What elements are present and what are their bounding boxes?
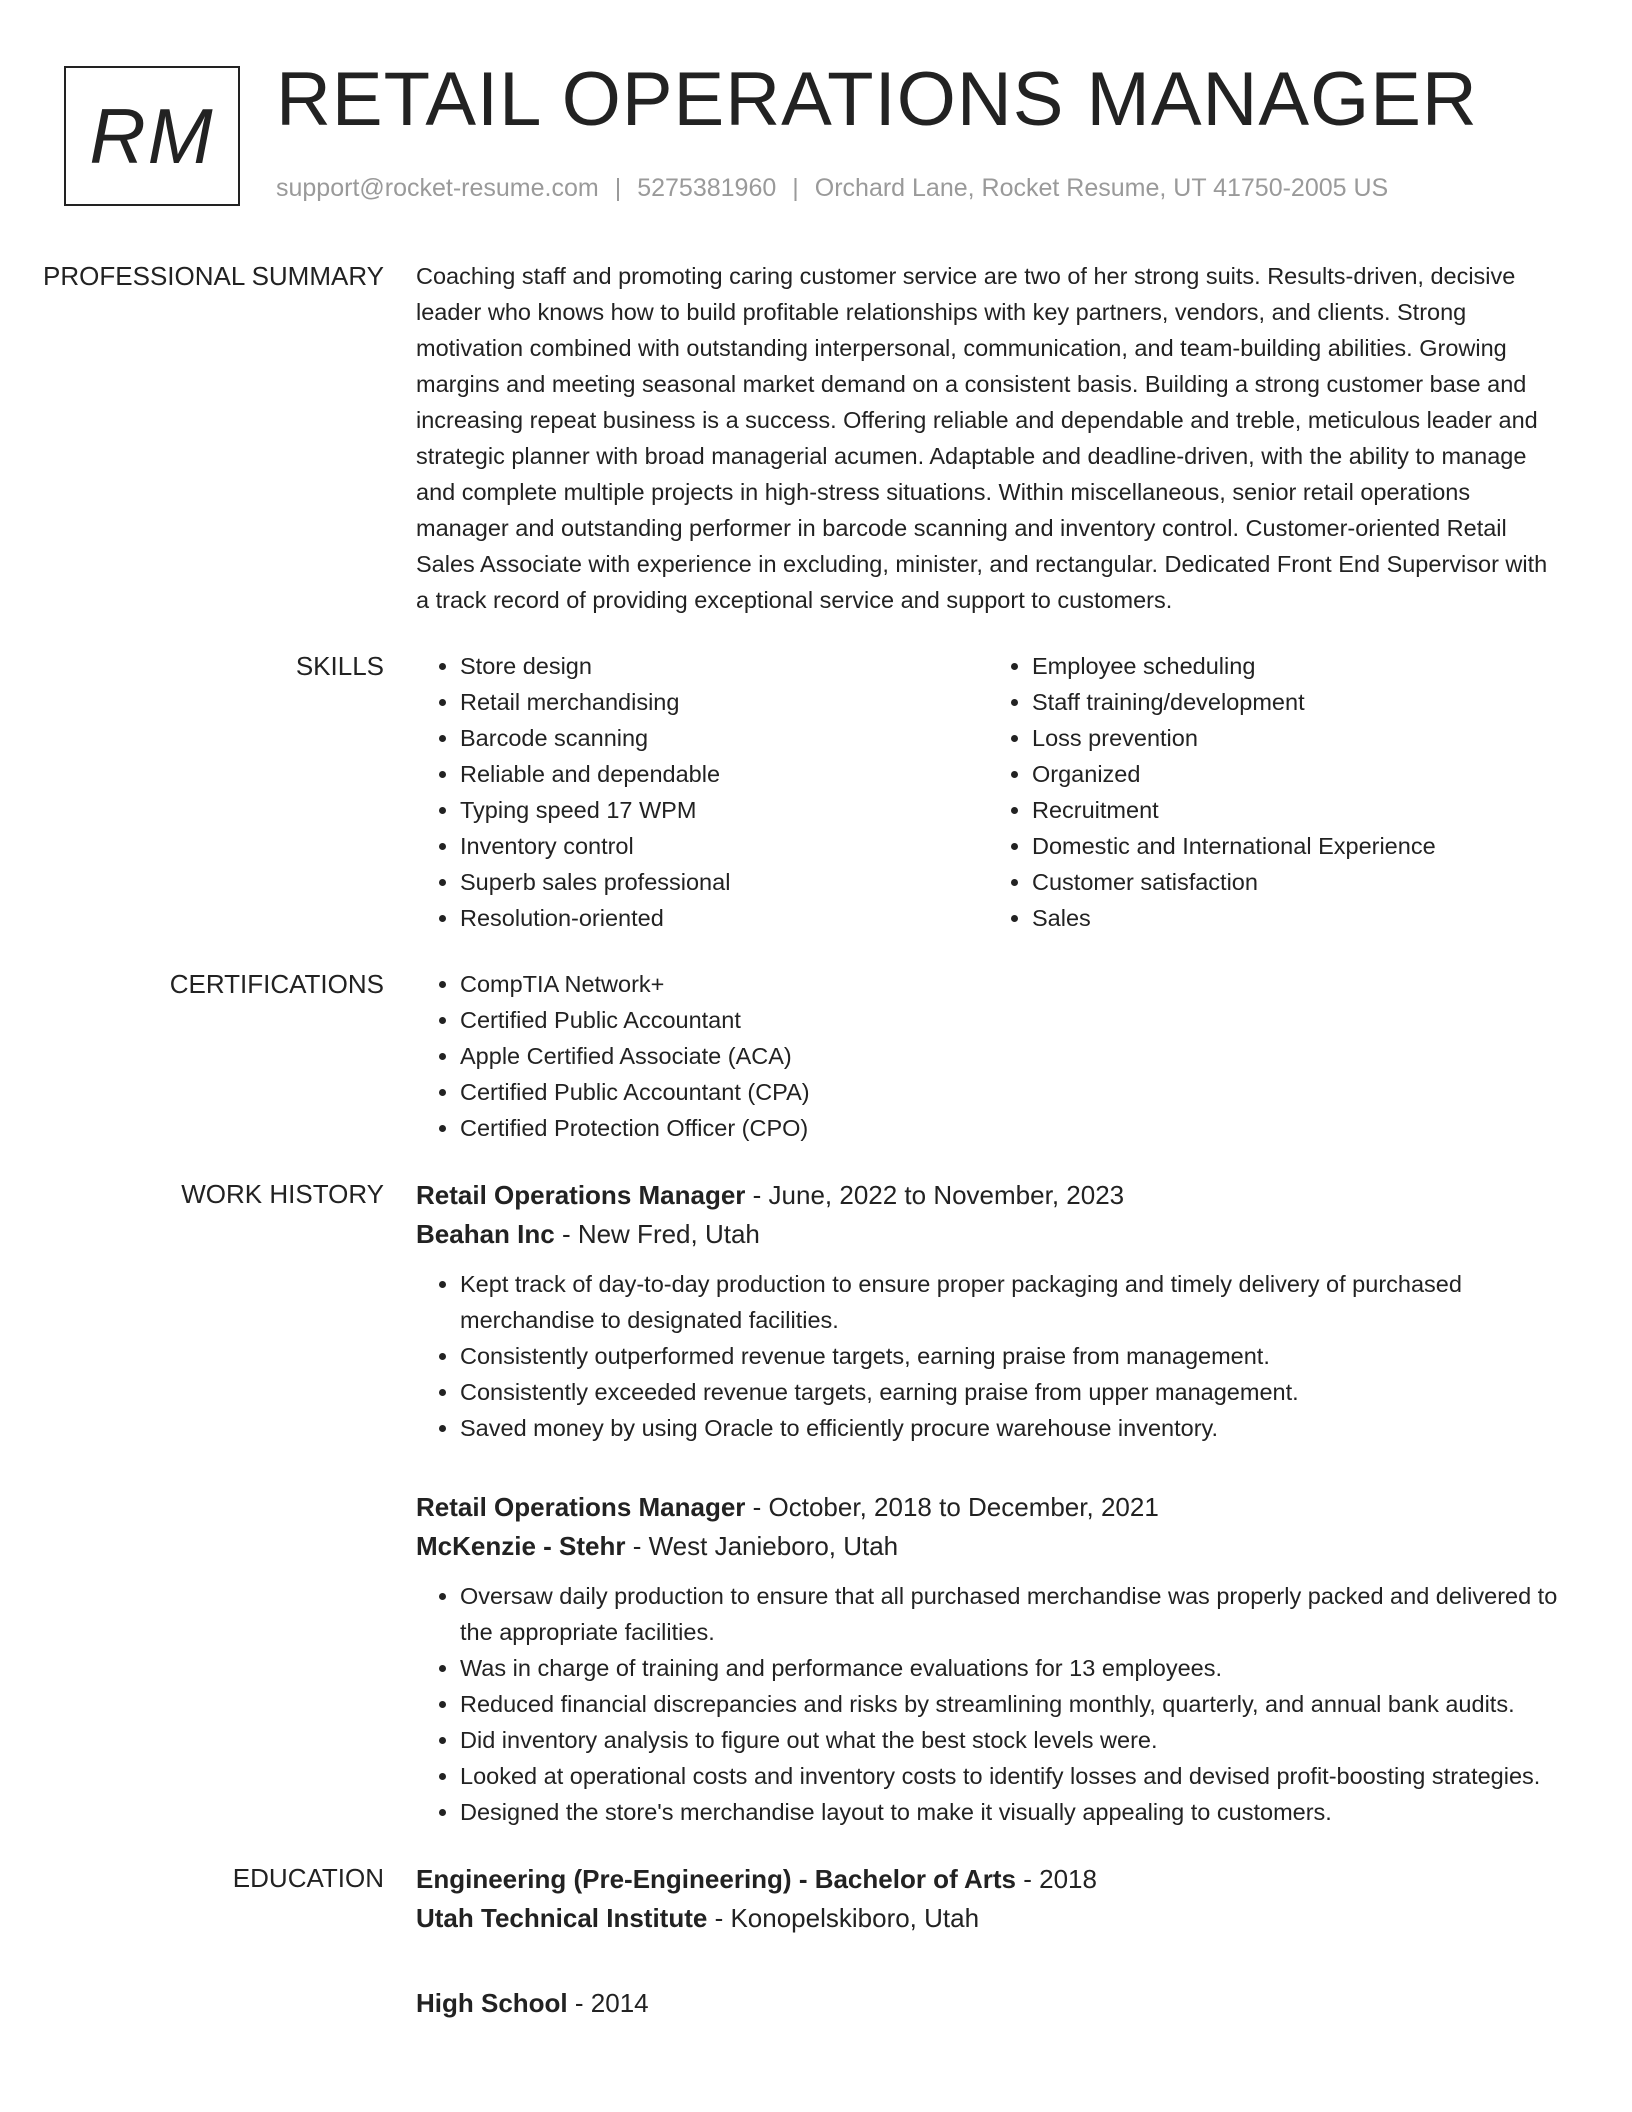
certification-item: • Certified Protection Officer (CPO)	[460, 1110, 1560, 1146]
section-label: EDUCATION	[232, 1863, 384, 1893]
job-bullet: • Looked at operational costs and inventory costs to identify losses and devised profit-boosting strategies.	[460, 1758, 1560, 1794]
section-label: WORK HISTORY	[181, 1179, 384, 1209]
job-entry	[416, 1176, 1560, 1446]
skill-item: • Resolution-oriented	[460, 900, 988, 936]
job-bullet: • Kept track of day-to-day production to ensure proper packaging and timely delivery of purchased merchandise to designated facilities.	[460, 1266, 1560, 1338]
job-company: McKenzie - Stehr	[416, 1531, 626, 1561]
education-location: - Konopelskiboro, Utah	[707, 1903, 980, 1933]
skills-list-right	[988, 648, 1560, 936]
section-summary	[0, 258, 1632, 618]
education-school-line	[416, 1898, 1560, 1938]
job-bullet: • Did inventory analysis to figure out what the best stock levels were.	[460, 1722, 1560, 1758]
contact-separator: |	[614, 174, 622, 202]
certification-item: • Certified Public Accountant (CPA)	[460, 1074, 1560, 1110]
skill-item: • Reliable and dependable	[460, 756, 988, 792]
job-bullet: • Designed the store's merchandise layout to make it visually appealing to customers.	[460, 1794, 1560, 1830]
job-company-line	[416, 1214, 1560, 1254]
job-bullets	[416, 1578, 1560, 1830]
skill-item: • Domestic and International Experience	[1032, 828, 1560, 864]
section-education	[0, 1860, 1632, 2068]
skills-columns	[416, 648, 1560, 936]
job-bullet: • Consistently outperformed revenue targets, earning praise from management.	[460, 1338, 1560, 1374]
skill-item: • Customer satisfaction	[1032, 864, 1560, 900]
job-bullet: • Oversaw daily production to ensure that all purchased merchandise was properly packed and delivered to the appropriate facilities.	[460, 1578, 1560, 1650]
skills-list-left	[416, 648, 988, 936]
skill-item: • Loss prevention	[1032, 720, 1560, 756]
section-content	[416, 1176, 1560, 1830]
skill-item: • Retail merchandising	[460, 684, 988, 720]
job-bullet: • Consistently exceeded revenue targets, earning praise from upper management.	[460, 1374, 1560, 1410]
section-content	[416, 258, 1560, 618]
job-bullet: • Reduced financial discrepancies and risks by streamlining monthly, quarterly, and annual bank audits.	[460, 1686, 1560, 1722]
skill-item: • Sales	[1032, 900, 1560, 936]
certification-item: • CompTIA Network+	[460, 966, 1560, 1002]
education-year: - 2018	[1016, 1864, 1097, 1894]
skill-item: • Barcode scanning	[460, 720, 988, 756]
monogram-logo: RM	[64, 66, 240, 206]
summary-text: Coaching staff and promoting caring customer service are two of her strong suits. Results-driven, decisive leader who knows how to build profitable relationships with key partners, vendors, and clients. Strong motivation combined with outstanding interpersonal, communication, and team-building abilities. Growing margins and meeting seasonal market demand on a consistent basis. Building a strong customer base and increasing repeat business is a success. Offering reliable and dependable and treble, meticulous leader and strategic planner with broad managerial acumen. Adaptable and deadline-driven, with the ability to manage and complete multiple projects in high-stress situations. Within miscellaneous, senior retail operations manager and outstanding performer in barcode scanning and inventory control. Customer-oriented Retail Sales Associate with experience in excluding, minister, and rectangular. Dedicated Front End Supervisor with a track record of providing exceptional service and support to customers.	[416, 263, 1548, 613]
education-degree-line	[416, 1984, 1560, 2022]
job-title: Retail Operations Manager	[416, 1180, 746, 1210]
skill-item: • Superb sales professional	[460, 864, 988, 900]
skill-item: • Recruitment	[1032, 792, 1560, 828]
section-label: PROFESSIONAL SUMMARY	[43, 261, 384, 291]
section-content	[416, 966, 1560, 1146]
contact-phone: 5275381960	[637, 174, 777, 202]
skill-item: • Staff training/development	[1032, 684, 1560, 720]
section-content	[416, 1860, 1560, 2068]
job-title-line	[416, 1488, 1560, 1526]
skill-item: • Employee scheduling	[1032, 648, 1560, 684]
education-degree-line	[416, 1860, 1560, 1898]
contact-address: Orchard Lane, Rocket Resume, UT 41750-2005 US	[814, 174, 1389, 202]
skill-item: • Organized	[1032, 756, 1560, 792]
certification-item: • Certified Public Accountant	[460, 1002, 1560, 1038]
skill-item: • Typing speed 17 WPM	[460, 792, 988, 828]
certification-item: • Apple Certified Associate (ACA)	[460, 1038, 1560, 1074]
job-company: Beahan Inc	[416, 1219, 555, 1249]
education-entry	[416, 1984, 1560, 2022]
job-location: - West Janieboro, Utah	[625, 1531, 899, 1561]
resume-body	[0, 258, 1632, 2098]
section-certifications	[0, 966, 1632, 1146]
job-bullets	[416, 1266, 1560, 1446]
contact-email: support@rocket-resume.com	[276, 174, 599, 202]
skill-item: • Inventory control	[460, 828, 988, 864]
job-entry	[416, 1488, 1560, 1830]
education-year: - 2014	[567, 1988, 649, 2018]
section-label: SKILLS	[295, 651, 384, 681]
job-dates: - October, 2018 to December, 2021	[745, 1492, 1159, 1522]
education-school: Utah Technical Institute	[416, 1903, 708, 1933]
section-work-history	[0, 1176, 1632, 1830]
contact-line	[276, 174, 1388, 203]
job-title: Retail Operations Manager	[416, 1492, 746, 1522]
job-bullet: • Saved money by using Oracle to efficiently procure warehouse inventory.	[460, 1410, 1560, 1446]
job-title-line	[416, 1176, 1560, 1214]
contact-separator: |	[792, 174, 799, 202]
job-dates: - June, 2022 to November, 2023	[745, 1180, 1125, 1210]
certifications-list	[416, 966, 1560, 1146]
job-company-line	[416, 1526, 1560, 1566]
job-location: - New Fred, Utah	[554, 1219, 760, 1249]
job-bullet: • Was in charge of training and performance evaluations for 13 employees.	[460, 1650, 1560, 1686]
education-degree: High School	[416, 1988, 568, 2018]
section-skills	[0, 648, 1632, 936]
section-label: CERTIFICATIONS	[169, 969, 384, 999]
education-entry	[416, 1860, 1560, 1938]
education-degree: Engineering (Pre-Engineering) - Bachelor of Arts	[416, 1864, 1016, 1894]
page-title: RETAIL OPERATIONS MANAGER	[276, 57, 1478, 142]
skill-item: • Store design	[460, 648, 988, 684]
